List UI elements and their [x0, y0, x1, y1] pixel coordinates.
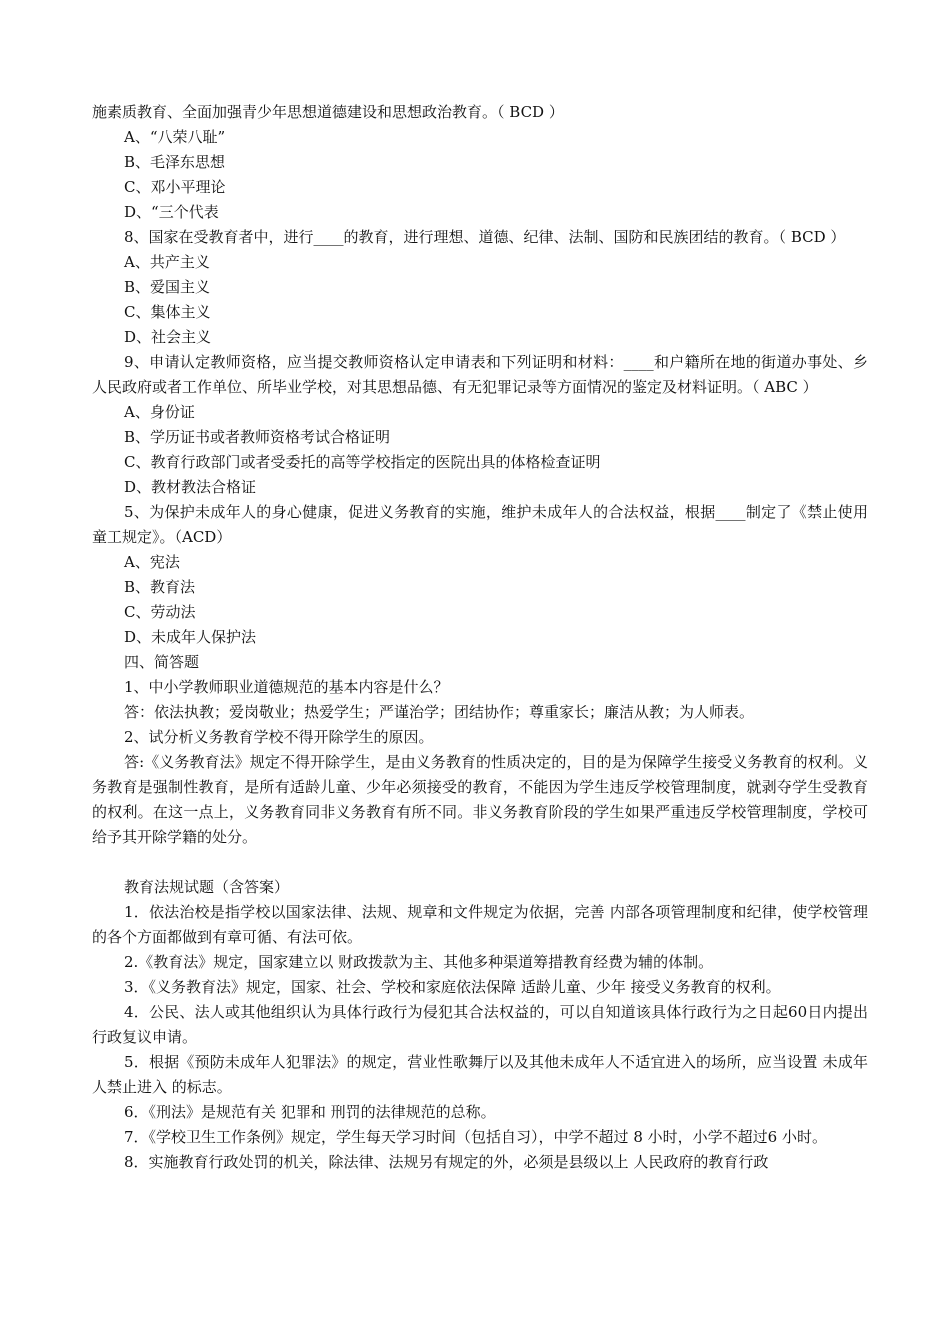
- option-a: A、共产主义: [124, 253, 210, 271]
- option-a: A、身份证: [124, 403, 195, 421]
- paragraph-spacer: [92, 850, 868, 875]
- fill-item-4: 4．公民、法人或其他组织认为具体行政行为侵犯其合法权益的，可以自知道该具体行政行为之日起60日内提出行政复议申请。: [92, 1003, 868, 1046]
- option-b: B、爱国主义: [124, 278, 211, 296]
- short-answer-answer-2: 答:《义务教育法》规定不得开除学生，是由义务教育的性质决定的，目的是为保障学生接受义务教育的权利。义务教育是强制性教育，是所有适龄儿童、少年必须接受的教育，不能因为学生违反学校管理制度，就剥夺学生受教育的权利。在这一点上，义务教育同非义务教育有所不同。非义务教育阶段的学生如果严重违反学校管理制度，学校可给予其开除学籍的处分。: [92, 753, 868, 846]
- question-9-stem: 9、申请认定教师资格，应当提交教师资格认定申请表和下列证明和材料：____和户籍所在地的街道办事处、乡人民政府或者工作单位、所毕业学校，对其思想品德、有无犯罪记录等方面情况的鉴定及材料证明。（ ABC ）: [92, 353, 868, 396]
- fill-item-7: 7．《学校卫生工作条例》规定，学生每天学习时间（包括自习），中学不超过 8 小时，小学不超过6 小时。: [124, 1128, 827, 1146]
- option-b: B、毛泽东思想: [124, 153, 226, 171]
- short-answer-question-1: 1、中小学教师职业道德规范的基本内容是什么？: [124, 678, 449, 696]
- fill-item-3: 3．《义务教育法》规定，国家、社会、学校和家庭依法保障 适龄儿童、少年 接受义务教育的权利。: [124, 978, 781, 996]
- fill-item-8: 8．实施教育行政处罚的机关，除法律、法规另有规定的外，必须是县级以上 人民政府的教育行政: [124, 1153, 769, 1171]
- option-d: D、社会主义: [124, 328, 212, 346]
- short-answer-question-2: 2、试分析义务教育学校不得开除学生的原因。: [124, 728, 434, 746]
- fill-item-2: 2.《教育法》规定，国家建立以 财政拨款为主、其他多种渠道筹措教育经费为辅的体制。: [124, 953, 714, 971]
- fill-item-6: 6．《刑法》是规范有关 犯罪和 刑罚的法律规范的总称。: [124, 1103, 496, 1121]
- option-d: D、“三个代表: [124, 203, 219, 221]
- option-b: B、教育法: [124, 578, 196, 596]
- section-heading-short-answer: 四、简答题: [124, 653, 200, 671]
- option-c: C、教育行政部门或者受委托的高等学校指定的医院出具的体格检查证明: [124, 453, 601, 471]
- document-body: [92, 100, 868, 1175]
- question-8-stem: 8、国家在受教育者中，进行____的教育，进行理想、道德、纪律、法制、国防和民族团结的教育。（ BCD ）: [124, 228, 846, 246]
- option-d: D、教材教法合格证: [124, 478, 257, 496]
- question-5-stem: 5、为保护未成年人的身心健康，促进义务教育的实施，维护未成年人的合法权益，根据____制定了《禁止使用童工规定》。（ACD）: [92, 503, 868, 546]
- short-answer-answer-1: 答：依法执教；爱岗敬业；热爱学生；严谨治学；团结协作；尊重家长；廉洁从教；为人师表。: [124, 703, 755, 721]
- option-b: B、学历证书或者教师资格考试合格证明: [124, 428, 391, 446]
- section-title: 教育法规试题（含答案）: [124, 878, 290, 896]
- fill-item-1: 1．依法治校是指学校以国家法律、法规、规章和文件规定为依据，完善 内部各项管理制度和纪律，使学校管理的各个方面都做到有章可循、有法可依。: [92, 903, 868, 946]
- option-a: A、宪法: [124, 553, 180, 571]
- option-a: A、“八荣八耻”: [124, 128, 226, 146]
- option-c: C、邓小平理论: [124, 178, 226, 196]
- option-c: C、劳动法: [124, 603, 196, 621]
- fill-item-5: 5．根据《预防未成年人犯罪法》的规定，营业性歌舞厅以及其他未成年人不适宜进入的场所，应当设置 未成年人禁止进入 的标志。: [92, 1053, 868, 1096]
- option-d: D、未成年人保护法: [124, 628, 257, 646]
- question-7-stem-continued: 施素质教育、全面加强青少年思想道德建设和思想政治教育。（ BCD ）: [92, 103, 564, 121]
- option-c: C、集体主义: [124, 303, 211, 321]
